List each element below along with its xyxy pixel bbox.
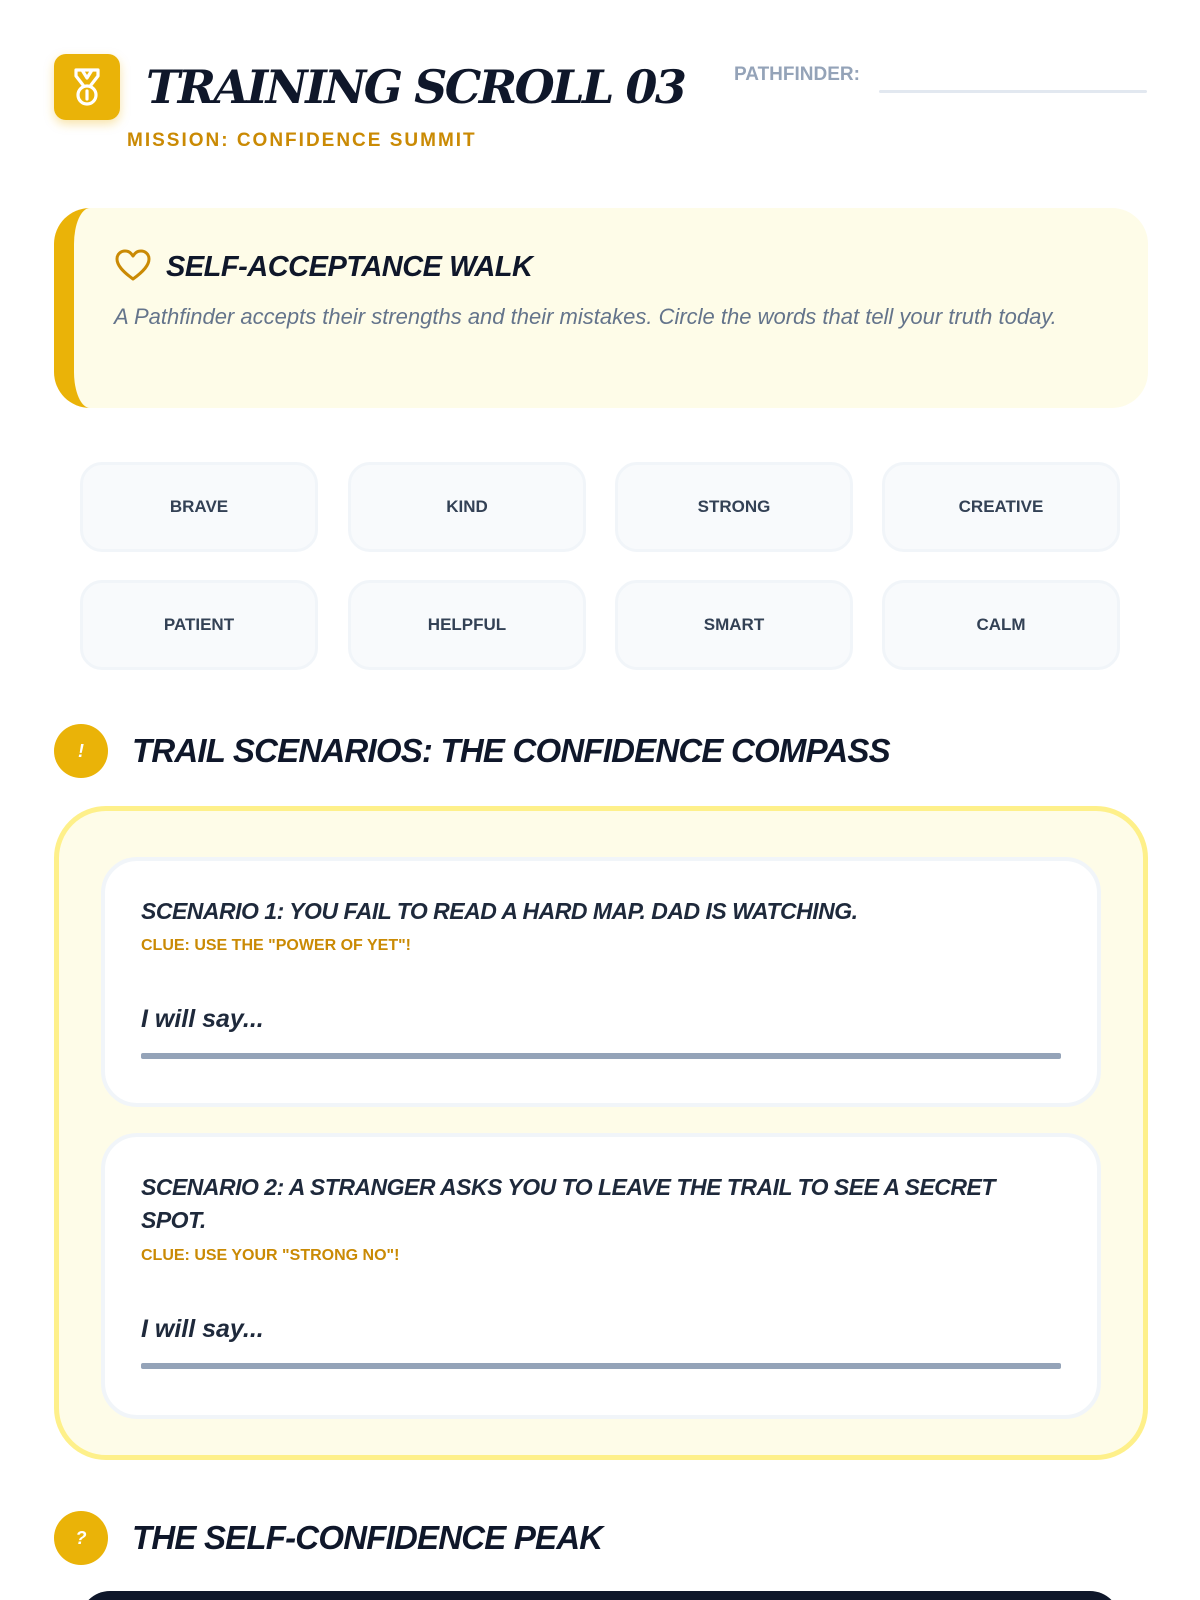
confidence-peak-heading (54, 1511, 602, 1565)
self-acceptance-card (54, 208, 1148, 408)
pathfinder-name-field[interactable] (879, 90, 1147, 93)
scenario-card-1 (101, 857, 1101, 1107)
word-chip-helpful[interactable]: HELPFUL (348, 580, 586, 670)
word-chip-strong[interactable]: STRONG (615, 462, 853, 552)
answer-line-2[interactable] (141, 1363, 1061, 1369)
answer-prompt: I will say... (141, 1315, 264, 1343)
answer-line-1[interactable] (141, 1053, 1061, 1059)
scenario-clue: CLUE: USE THE "POWER OF YET"! (141, 937, 411, 954)
mission-subtitle: MISSION: CONFIDENCE SUMMIT (127, 130, 477, 151)
scenarios-panel (54, 806, 1148, 1460)
scenario-title: SCENARIO 1: YOU FAIL TO READ A HARD MAP. DAD IS WATCHING. (141, 898, 858, 924)
trail-scenarios-title: TRAIL SCENARIOS: THE CONFIDENCE COMPASS (132, 732, 890, 769)
confidence-peak-title: THE SELF-CONFIDENCE PEAK (132, 1519, 603, 1556)
confidence-peak-panel (80, 1591, 1120, 1600)
self-acceptance-description: A Pathfinder accepts their strengths and their mistakes. Circle the words that tell your truth today. (114, 304, 1057, 329)
word-chip-patient[interactable]: PATIENT (80, 580, 318, 670)
word-chip-smart[interactable]: SMART (615, 580, 853, 670)
page-header (54, 54, 1148, 164)
scenario-clue: CLUE: USE YOUR "STRONG NO"! (141, 1247, 400, 1264)
word-chip-calm[interactable]: CALM (882, 580, 1120, 670)
scenario-title: SCENARIO 2: A STRANGER ASKS YOU TO LEAVE THE TRAIL TO SEE A SECRET SPOT. (141, 1174, 995, 1233)
exclamation-icon: ! (54, 724, 108, 778)
scenario-card-2 (101, 1133, 1101, 1419)
trail-scenarios-heading (54, 724, 890, 778)
medal-icon (54, 54, 120, 120)
question-icon: ? (54, 1511, 108, 1565)
word-chip-brave[interactable]: BRAVE (80, 462, 318, 552)
self-acceptance-header (114, 248, 532, 287)
page-title: TRAINING SCROLL 03 (146, 60, 685, 114)
word-chip-creative[interactable]: CREATIVE (882, 462, 1120, 552)
word-chip-kind[interactable]: KIND (348, 462, 586, 552)
self-acceptance-title: SELF-ACCEPTANCE WALK (166, 251, 533, 283)
pathfinder-label: PATHFINDER: (734, 64, 860, 85)
answer-prompt: I will say... (141, 1005, 264, 1033)
heart-icon (114, 248, 152, 287)
